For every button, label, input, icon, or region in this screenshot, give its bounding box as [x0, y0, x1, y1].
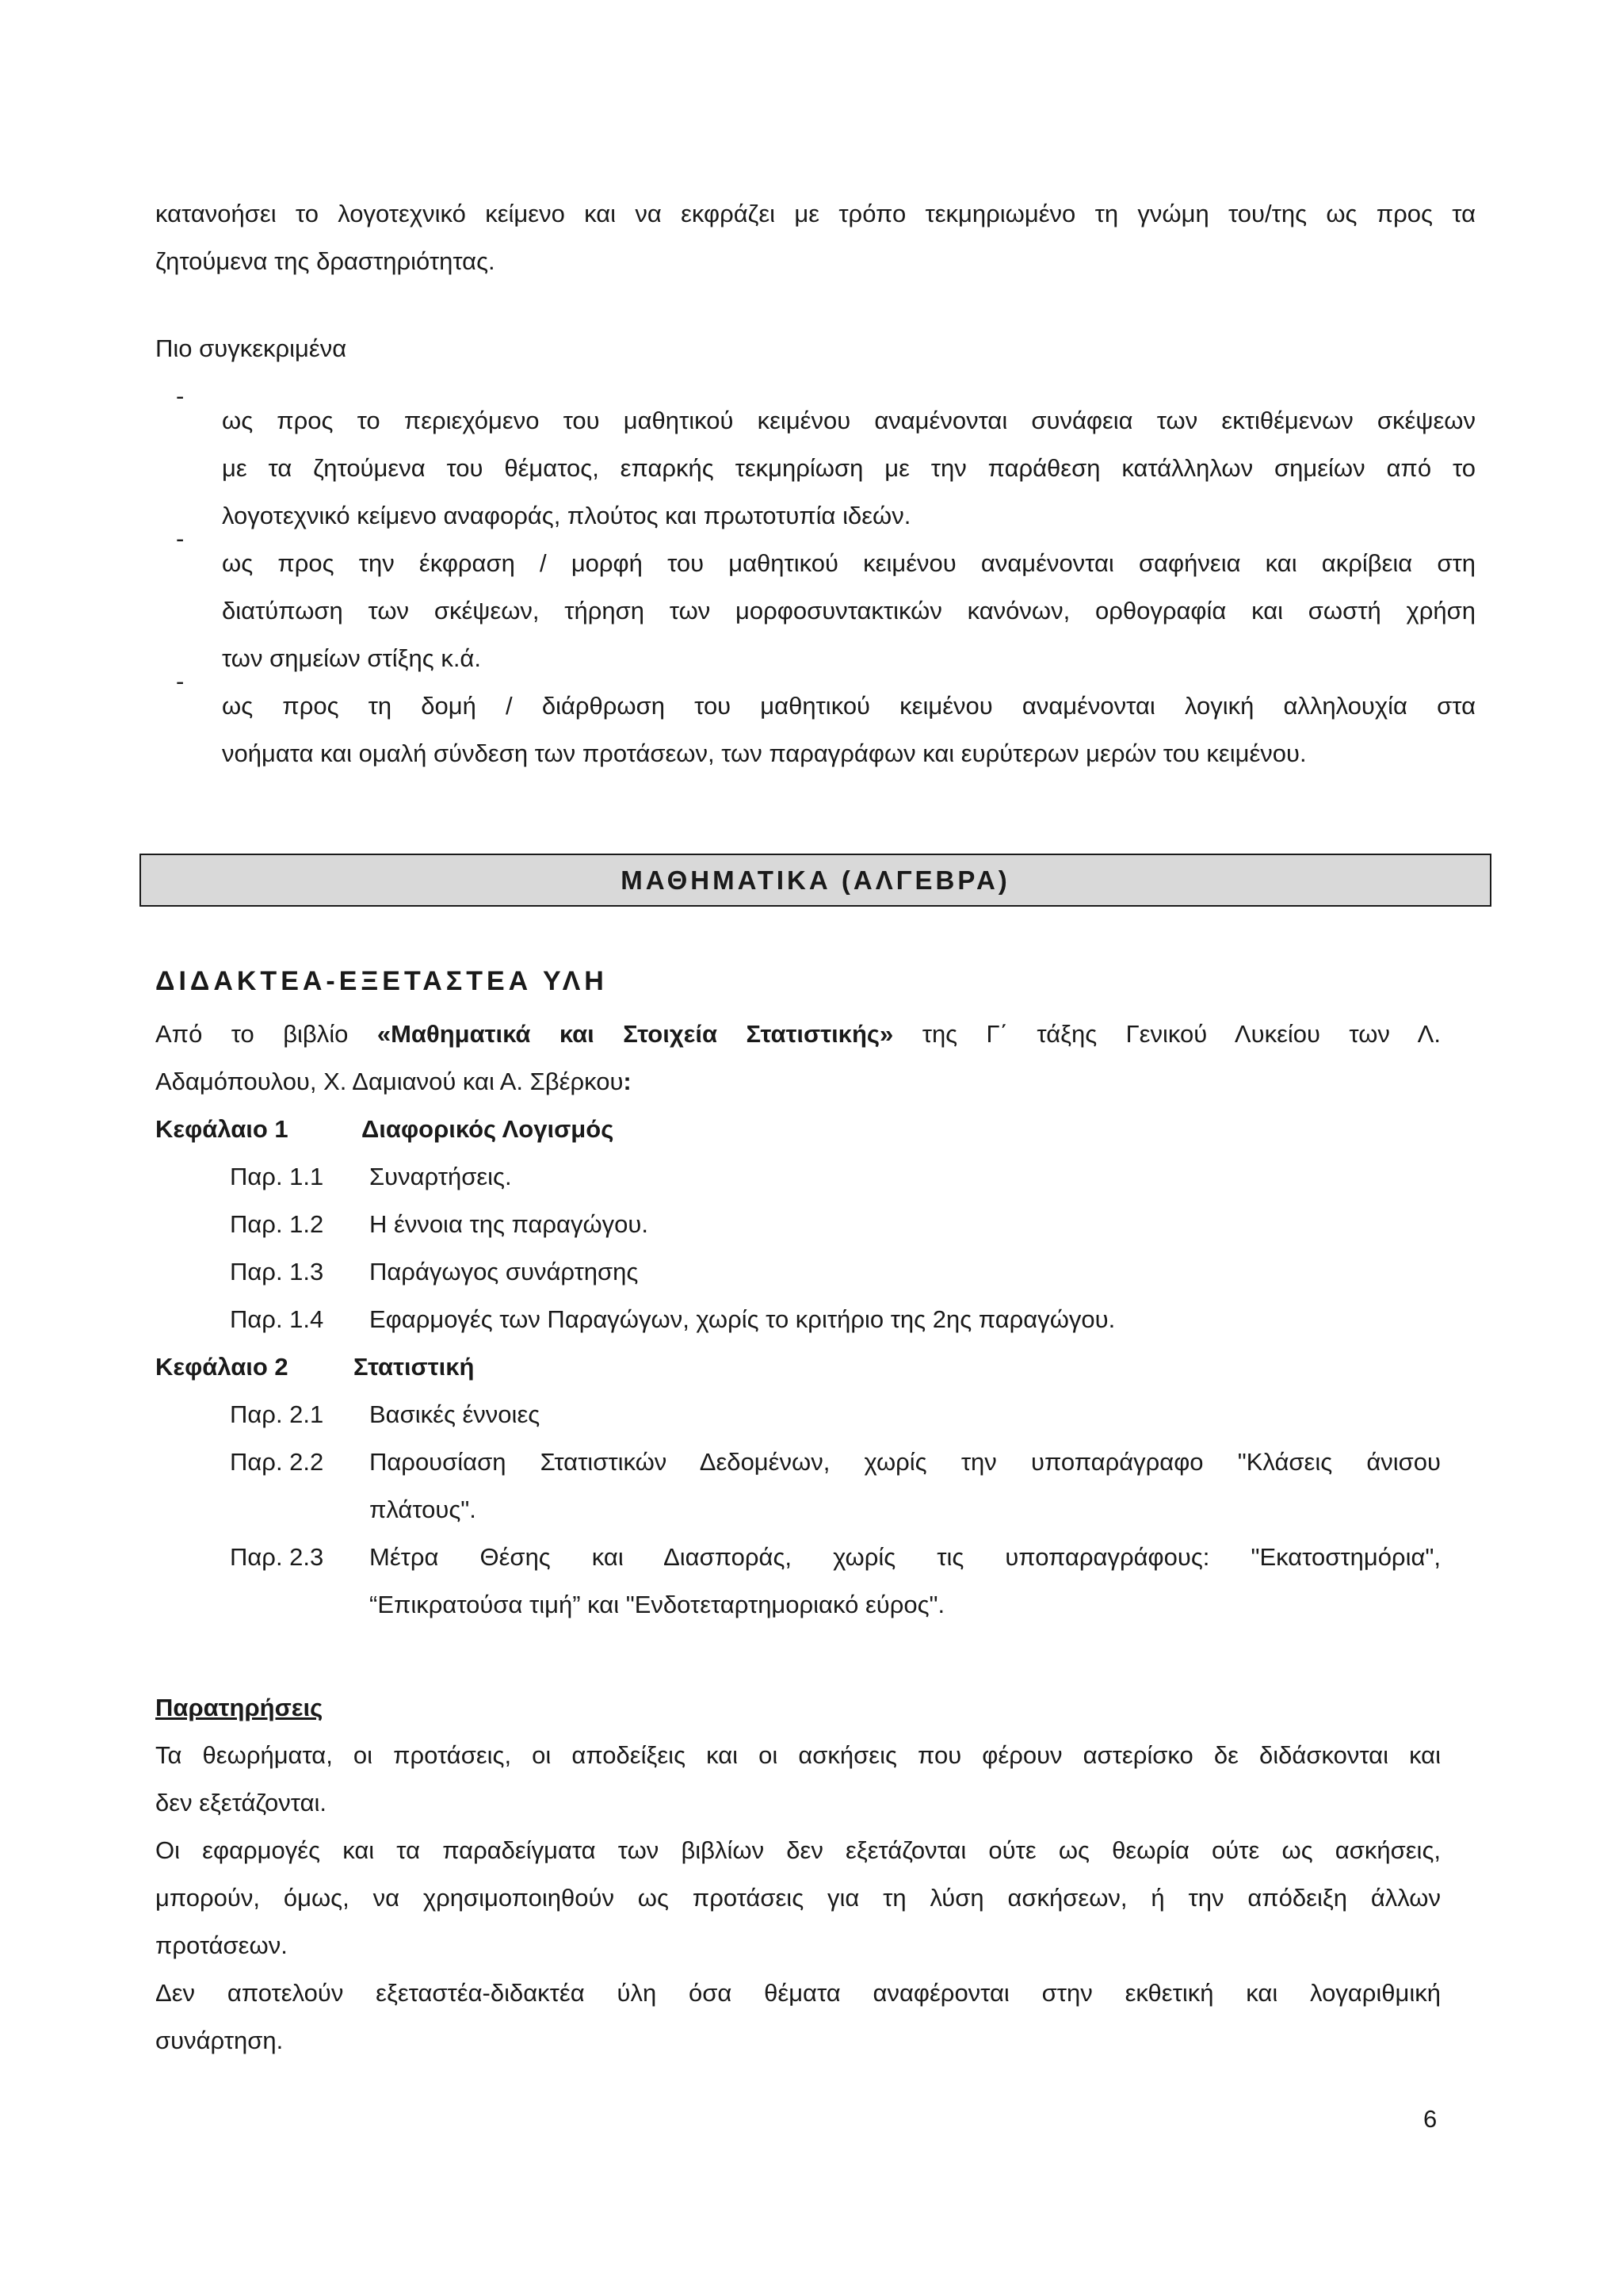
paragraph-text: Παρουσίαση Στατιστικών Δεδομένων, χωρίς την υποπαράγραφο "Κλάσεις άνισου: [369, 1448, 1441, 1476]
note-2-line-2: μπορούν, όμως, να χρησιμοποιηθούν ως προτάσεις για τη λύση ασκήσεων, ή την απόδειξη άλλων: [155, 1884, 1441, 1912]
note-1-line-1: Τα θεωρήματα, οι προτάσεις, οι αποδείξεις και οι ασκήσεις που φέρουν αστερίσκο δε διδάσκονται και: [155, 1741, 1441, 1769]
note-1-line-2: δεν εξετάζονται.: [155, 1789, 327, 1817]
bullet-3-line-2: νοήματα και ομαλή σύνδεση των προτάσεων, των παραγράφων και ευρύτερων μερών του κειμένου.: [222, 739, 1307, 767]
bullet-dash: -: [176, 525, 185, 552]
book-post: της Γ΄ τάξης Γενικού Λυκείου των Λ.: [893, 1020, 1441, 1048]
intro-lead: Πιο συγκεκριμένα: [155, 334, 347, 362]
book-colon: :: [623, 1068, 632, 1095]
book-authors: Αδαμόπουλου, Χ. Δαμιανού και Α. Σβέρκου: [155, 1068, 624, 1095]
bullet-3-line-1: ως προς τη δομή / διάρθρωση του μαθητικού κειμένου αναμένονται λογική αλληλουχία στα: [222, 692, 1476, 720]
bullet-2-line-1: ως προς την έκφραση / μορφή του μαθητικού κειμένου αναμένονται σαφήνεια και ακρίβεια στη: [222, 549, 1476, 577]
bullet-1-line-2: με τα ζητούμενα του θέματος, επαρκής τεκμηρίωση με την παράθεση κατάλληλων σημείων από το: [222, 454, 1476, 482]
paragraph-text: Μέτρα Θέσης και Διασποράς, χωρίς τις υποπαραγράφους: "Εκατοστημόρια",: [369, 1543, 1441, 1571]
book-line-2: [155, 1058, 1441, 1106]
bullet-dash: -: [176, 667, 185, 695]
paragraph-number: Παρ. 2.2: [230, 1448, 324, 1476]
notes-heading: Παρατηρήσεις: [155, 1694, 323, 1721]
bullet-1-line-1: ως προς το περιεχόμενο του μαθητικού κειμένου αναμένονται συνάφεια των εκτιθέμενων σκέψεων: [222, 407, 1476, 434]
chapter-1-title: Διαφορικός Λογισμός: [361, 1115, 614, 1143]
intro-line-1: κατανοήσει το λογοτεχνικό κείμενο και να εκφράζει με τρόπο τεκμηριωμένο τη γνώμη του/της ως προς τα: [155, 200, 1476, 227]
subject-banner: [139, 854, 1491, 907]
paragraph-text: Παράγωγος συνάρτησης: [369, 1258, 639, 1286]
paragraph-number: Παρ. 1.3: [230, 1258, 324, 1286]
paragraph-number: Παρ. 1.4: [230, 1305, 324, 1333]
intro-line-2: ζητούμενα της δραστηριότητας.: [155, 247, 495, 275]
subject-banner-title: ΜΑΘΗΜΑΤΙΚΑ (ΑΛΓΕΒΡΑ): [621, 865, 1010, 895]
paragraph-text: Βασικές έννοιες: [369, 1400, 540, 1428]
paragraph-text: Η έννοια της παραγώγου.: [369, 1210, 648, 1238]
note-2-line-3: προτάσεων.: [155, 1931, 288, 1959]
book-pre: Από το βιβλίο: [155, 1020, 377, 1048]
note-2-line-1: Οι εφαρμογές και τα παραδείγματα των βιβλίων δεν εξετάζονται ούτε ως θεωρία ούτε ως ασκήσεις,: [155, 1836, 1441, 1864]
page-number: 6: [1423, 2105, 1438, 2133]
bullet-2-line-3: των σημείων στίξης κ.ά.: [222, 644, 481, 672]
note-3-line-1: Δεν αποτελούν εξεταστέα-διδακτέα ύλη όσα θέματα αναφέρονται στην εκθετική και λογαριθμική: [155, 1979, 1441, 2007]
note-3-line-2: συνάρτηση.: [155, 2027, 284, 2054]
section-title: ΔΙΔΑΚΤΕΑ-ΕΞΕΤΑΣΤΕΑ ΥΛΗ: [155, 966, 608, 996]
chapter-2-title: Στατιστική: [353, 1353, 475, 1381]
paragraph-number: Παρ. 1.2: [230, 1210, 324, 1238]
bullet-1-line-3: λογοτεχνικό κείμενο αναφοράς, πλούτος και πρωτοτυπία ιδεών.: [222, 502, 911, 529]
paragraph-number: Παρ. 2.1: [230, 1400, 324, 1428]
paragraph-number: Παρ. 1.1: [230, 1163, 324, 1190]
paragraph-text: Εφαρμογές των Παραγώγων, χωρίς το κριτήριο της 2ης παραγώγου.: [369, 1305, 1116, 1333]
chapter-2-label: Κεφάλαιο 2: [155, 1353, 288, 1381]
book-line-1: [155, 1010, 1441, 1058]
paragraph-number: Παρ. 2.3: [230, 1543, 324, 1571]
bullet-dash: -: [176, 382, 185, 410]
paragraph-text: πλάτους".: [369, 1496, 476, 1523]
paragraph-text: “Επικρατούσα τιμή” και "Ενδοτεταρτημοριακό εύρος".: [369, 1591, 945, 1618]
paragraph-text: Συναρτήσεις.: [369, 1163, 512, 1190]
book-title: «Μαθηματικά και Στοιχεία Στατιστικής»: [376, 1020, 894, 1048]
chapter-1-label: Κεφάλαιο 1: [155, 1115, 288, 1143]
bullet-2-line-2: διατύπωση των σκέψεων, τήρηση των μορφοσυντακτικών κανόνων, ορθογραφία και σωστή χρήση: [222, 597, 1476, 625]
